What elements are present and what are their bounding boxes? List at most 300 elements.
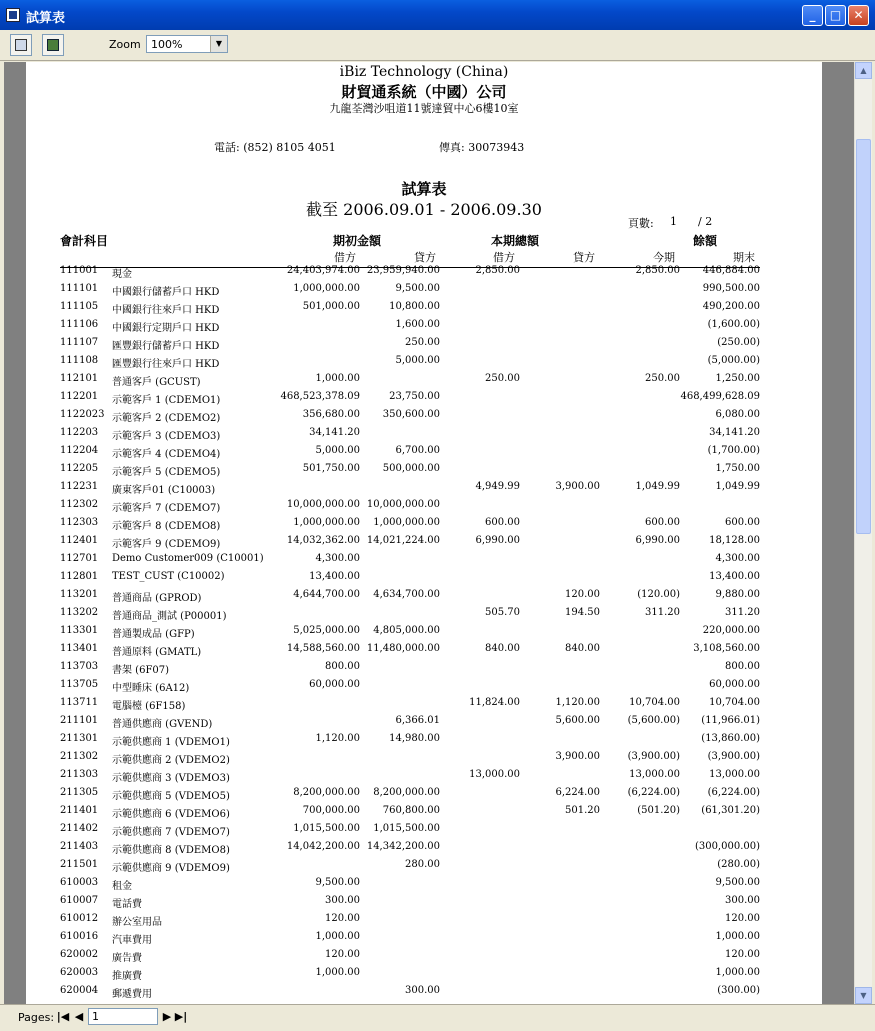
cell-name: 示範供應商 3 (VDEMO3) — [112, 773, 230, 784]
table-row — [26, 283, 822, 301]
cell-od: 700,000.00 — [302, 805, 360, 816]
table-row — [26, 715, 822, 733]
cell-name: 示範客戶 3 (CDEMO3) — [112, 431, 221, 442]
cell-be: (300,000.00) — [694, 841, 760, 852]
table-row — [26, 391, 822, 409]
first-page-button[interactable] — [56, 1009, 70, 1025]
cell-name: 郵遞費用 — [112, 989, 152, 1000]
cell-code: 112401 — [60, 535, 99, 546]
page-number: 1 — [670, 215, 677, 228]
cell-code: 111101 — [60, 283, 99, 294]
title-bar[interactable] — [0, 0, 875, 30]
cell-oc: 500,000.00 — [382, 463, 440, 474]
table-row — [26, 571, 822, 589]
cell-code: 610007 — [60, 895, 99, 906]
cell-name: 示範客戶 1 (CDEMO1) — [112, 395, 221, 406]
cell-code: 620002 — [60, 949, 99, 960]
cell-be: 300.00 — [725, 895, 760, 906]
cell-name: 中國銀行儲蓄戶口 HKD — [112, 287, 220, 298]
cell-be: 10,704.00 — [709, 697, 760, 708]
cell-name: 中型睡床 (6A12) — [112, 683, 190, 694]
header-period: 本期總額 — [491, 234, 540, 248]
table-row — [26, 733, 822, 751]
table-row — [26, 337, 822, 355]
cell-code: 111107 — [60, 337, 99, 348]
cell-oc: 10,000,000.00 — [366, 499, 440, 510]
cell-od: 501,750.00 — [302, 463, 360, 474]
cell-be: 800.00 — [725, 661, 760, 672]
print-icon — [15, 39, 27, 51]
cell-name: 示範客戶 5 (CDEMO5) — [112, 467, 221, 478]
cell-code: 211401 — [60, 805, 99, 816]
cell-oc: 1,600.00 — [395, 319, 440, 330]
table-row — [26, 409, 822, 427]
cell-code: 112303 — [60, 517, 99, 528]
cell-pd: 4,949.99 — [475, 481, 520, 492]
cell-code: 113301 — [60, 625, 99, 636]
cell-code: 211301 — [60, 733, 99, 744]
cell-be: (3,900.00) — [707, 751, 760, 762]
cell-be: 311.20 — [725, 607, 760, 618]
header-account: 會計科目 — [60, 234, 109, 248]
subheader-period-credit: 貸方 — [573, 251, 595, 264]
cell-code: 113711 — [60, 697, 99, 708]
cell-oc: 250.00 — [405, 337, 440, 348]
cell-code: 112201 — [60, 391, 99, 402]
cell-be: 990,500.00 — [702, 283, 760, 294]
cell-name: 示範客戶 7 (CDEMO7) — [112, 503, 221, 514]
cell-be: (5,000.00) — [707, 355, 760, 366]
table-row — [26, 463, 822, 481]
cell-pd: 505.70 — [485, 607, 520, 618]
cell-code: 111106 — [60, 319, 99, 330]
cell-code: 111108 — [60, 355, 99, 366]
table-row — [26, 517, 822, 535]
cell-code: 112101 — [60, 373, 99, 384]
table-row — [26, 661, 822, 679]
cell-name: 普通商品_測試 (P00001) — [112, 611, 227, 622]
cell-od: 5,025,000.00 — [293, 625, 360, 636]
cell-name: 普通製成品 (GFP) — [112, 629, 195, 640]
cell-od: 8,200,000.00 — [293, 787, 360, 798]
table-row — [26, 265, 822, 283]
cell-oc: 23,750.00 — [389, 391, 440, 402]
cell-be: 6,080.00 — [715, 409, 760, 420]
cell-pd: 250.00 — [485, 373, 520, 384]
cell-name: 示範供應商 5 (VDEMO5) — [112, 791, 230, 802]
cell-be: 120.00 — [725, 949, 760, 960]
table-row — [26, 805, 822, 823]
cell-oc: 300.00 — [405, 985, 440, 996]
cell-code: 620004 — [60, 985, 99, 996]
cell-oc: 11,480,000.00 — [366, 643, 440, 654]
table-row — [26, 553, 822, 571]
cell-pd: 13,000.00 — [469, 769, 520, 780]
table-row — [26, 841, 822, 859]
cell-oc: 1,015,500.00 — [373, 823, 440, 834]
cell-code: 112701 — [60, 553, 99, 564]
cell-be: 9,500.00 — [715, 877, 760, 888]
report-title: 試算表 — [401, 180, 447, 198]
cell-name: 示範供應商 1 (VDEMO1) — [112, 737, 230, 748]
cell-be: (250.00) — [717, 337, 760, 348]
table-row — [26, 301, 822, 319]
cell-od: 24,403,974.00 — [286, 265, 360, 276]
subheader-period-debit: 借方 — [493, 251, 515, 264]
cell-name: 示範供應商 7 (VDEMO7) — [112, 827, 230, 838]
table-row — [26, 499, 822, 517]
cell-be: 9,880.00 — [715, 589, 760, 600]
cell-bc: 311.20 — [645, 607, 680, 618]
report-period: 截至 2006.09.01 - 2006.09.30 — [306, 200, 542, 219]
cell-oc: 6,366.01 — [395, 715, 440, 726]
cell-be: 13,000.00 — [709, 769, 760, 780]
cell-bc: 1,049.99 — [635, 481, 680, 492]
cell-be: 468,499,628.09 — [680, 391, 760, 402]
cell-code: 211305 — [60, 787, 99, 798]
cell-be: 120.00 — [725, 913, 760, 924]
cell-pc: 3,900.00 — [555, 481, 600, 492]
cell-be: 446,884.00 — [702, 265, 760, 276]
prev-page-button[interactable] — [72, 1009, 86, 1025]
cell-be: 490,200.00 — [702, 301, 760, 312]
cell-od: 1,015,500.00 — [293, 823, 360, 834]
zoom-value: 100% — [151, 38, 183, 51]
cell-be: 1,250.00 — [715, 373, 760, 384]
cell-name: 普通原料 (GMATL) — [112, 647, 202, 658]
chevron-down-icon[interactable]: ▼ — [210, 36, 227, 52]
cell-be: 34,141.20 — [709, 427, 760, 438]
cell-pd: 840.00 — [485, 643, 520, 654]
cell-code: 113201 — [60, 589, 99, 600]
table-row — [26, 877, 822, 895]
cell-name: 辦公室用品 — [112, 917, 162, 928]
table-row — [26, 913, 822, 931]
cell-be: 1,049.99 — [715, 481, 760, 492]
report-viewport[interactable] — [4, 62, 854, 1004]
next-page-button[interactable] — [160, 1009, 174, 1025]
last-page-icon: ▶| — [174, 1010, 188, 1023]
export-icon — [47, 39, 59, 51]
cell-name: 電話費 — [112, 899, 142, 910]
cell-name: 普通商品 (GPROD) — [112, 593, 202, 604]
cell-be: 4,300.00 — [715, 553, 760, 564]
cell-code: 610012 — [60, 913, 99, 924]
cell-oc: 1,000,000.00 — [373, 517, 440, 528]
table-row — [26, 895, 822, 913]
cell-od: 9,500.00 — [315, 877, 360, 888]
cell-oc: 14,021,224.00 — [366, 535, 440, 546]
window-title: 試算表 — [26, 11, 66, 26]
cell-code: 211403 — [60, 841, 99, 852]
cell-name: TEST_CUST (C10002) — [112, 571, 225, 582]
close-button[interactable] — [848, 5, 869, 26]
table-row — [26, 535, 822, 553]
cell-name: 中國銀行定期戶口 HKD — [112, 323, 220, 334]
cell-name: 匯豐銀行儲蓄戶口 HKD — [112, 341, 220, 352]
cell-oc: 6,700.00 — [395, 445, 440, 456]
header-opening: 期初金額 — [333, 234, 382, 248]
table-row — [26, 427, 822, 445]
cell-be: 600.00 — [725, 517, 760, 528]
cell-code: 211402 — [60, 823, 99, 834]
scroll-up-button[interactable] — [855, 62, 872, 79]
cell-name: 示範客戶 9 (CDEMO9) — [112, 539, 221, 550]
cell-bc: 2,850.00 — [635, 265, 680, 276]
cell-pc: 501.20 — [565, 805, 600, 816]
subheader-balance-current: 今期 — [653, 251, 675, 264]
minimize-button[interactable] — [802, 5, 823, 26]
cell-od: 1,000,000.00 — [293, 517, 360, 528]
company-address: 九龍荃灣沙咀道11號達貿中心6樓10室 — [329, 102, 519, 115]
cell-name: 廣告費 — [112, 953, 142, 964]
cell-od: 34,141.20 — [309, 427, 360, 438]
cell-name: 示範供應商 6 (VDEMO6) — [112, 809, 230, 820]
cell-bc: 6,990.00 — [635, 535, 680, 546]
cell-od: 14,032,362.00 — [286, 535, 360, 546]
cell-be: 18,128.00 — [709, 535, 760, 546]
minimize-icon: _ — [809, 8, 816, 22]
company-fax: 傳真: 30073943 — [439, 141, 525, 154]
cell-be: (300.00) — [717, 985, 760, 996]
company-phone: 電話: (852) 8105 4051 — [214, 141, 336, 154]
cell-name: 普通客戶 (GCUST) — [112, 377, 201, 388]
cell-od: 501,000.00 — [302, 301, 360, 312]
cell-be: (1,600.00) — [707, 319, 760, 330]
cell-be: 60,000.00 — [709, 679, 760, 690]
zoom-select[interactable] — [146, 35, 228, 53]
page-total: / 2 — [698, 215, 713, 228]
cell-od: 1,000.00 — [315, 967, 360, 978]
cell-code: 610016 — [60, 931, 99, 942]
cell-oc: 280.00 — [405, 859, 440, 870]
cell-name: 現金 — [112, 269, 132, 280]
next-page-icon: ▶ — [162, 1010, 172, 1023]
table-row — [26, 355, 822, 373]
prev-page-icon: ◀ — [74, 1010, 84, 1023]
last-page-button[interactable] — [174, 1009, 188, 1025]
cell-name: 示範客戶 8 (CDEMO8) — [112, 521, 221, 532]
company-name-english: iBiz Technology (China) — [339, 64, 509, 80]
cell-pd: 11,824.00 — [469, 697, 520, 708]
cell-be: (13,860.00) — [701, 733, 760, 744]
cell-bc: 250.00 — [645, 373, 680, 384]
cell-be: (61,301.20) — [701, 805, 760, 816]
table-row — [26, 985, 822, 1003]
cell-code: 211501 — [60, 859, 99, 870]
cell-code: 113401 — [60, 643, 99, 654]
cell-be: 220,000.00 — [702, 625, 760, 636]
cell-code: 112205 — [60, 463, 99, 474]
cell-code: 111001 — [60, 265, 99, 276]
cell-od: 468,523,378.09 — [280, 391, 360, 402]
cell-pc: 5,600.00 — [555, 715, 600, 726]
cell-od: 4,300.00 — [315, 553, 360, 564]
company-name-chinese: 財貿通系統（中國）公司 — [341, 83, 507, 101]
cell-bc: (6,224.00) — [627, 787, 680, 798]
cell-oc: 4,634,700.00 — [373, 589, 440, 600]
cell-bc: (5,600.00) — [627, 715, 680, 726]
cell-od: 120.00 — [325, 949, 360, 960]
cell-oc: 10,800.00 — [389, 301, 440, 312]
cell-code: 1122023 — [60, 409, 105, 420]
cell-od: 1,000.00 — [315, 931, 360, 942]
subheader-balance-end: 期末 — [733, 251, 755, 264]
maximize-button[interactable] — [825, 5, 846, 26]
cell-pc: 1,120.00 — [555, 697, 600, 708]
cell-oc: 14,342,200.00 — [366, 841, 440, 852]
cell-od: 800.00 — [325, 661, 360, 672]
cell-be: 1,000.00 — [715, 931, 760, 942]
table-row — [26, 949, 822, 967]
cell-code: 610003 — [60, 877, 99, 888]
cell-name: 示範供應商 8 (VDEMO8) — [112, 845, 230, 856]
table-row — [26, 679, 822, 697]
cell-pc: 3,900.00 — [555, 751, 600, 762]
scroll-thumb[interactable] — [856, 139, 871, 534]
page-label: 頁數: — [628, 217, 654, 230]
cell-be: (1,700.00) — [707, 445, 760, 456]
table-row — [26, 769, 822, 787]
vertical-scrollbar[interactable] — [854, 62, 872, 1004]
cell-name: 示範客戶 2 (CDEMO2) — [112, 413, 221, 424]
cell-oc: 8,200,000.00 — [373, 787, 440, 798]
cell-name: 廣東客戶01 (C10003) — [112, 485, 216, 496]
cell-code: 111105 — [60, 301, 99, 312]
cell-name: 汽車費用 — [112, 935, 152, 946]
subheader-open-credit: 貸方 — [414, 251, 436, 264]
cell-od: 356,680.00 — [302, 409, 360, 420]
table-row — [26, 481, 822, 499]
table-row — [26, 751, 822, 769]
pages-label: Pages: — [18, 1011, 55, 1024]
cell-oc: 760,800.00 — [382, 805, 440, 816]
cell-oc: 350,600.00 — [382, 409, 440, 420]
cell-name: 租金 — [112, 881, 132, 892]
table-row — [26, 787, 822, 805]
cell-bc: (120.00) — [637, 589, 680, 600]
cell-od: 1,000.00 — [315, 373, 360, 384]
cell-od: 1,120.00 — [315, 733, 360, 744]
cell-od: 1,000,000.00 — [293, 283, 360, 294]
cell-oc: 14,980.00 — [389, 733, 440, 744]
table-row — [26, 823, 822, 841]
cell-code: 211302 — [60, 751, 99, 762]
page-input[interactable] — [88, 1008, 158, 1025]
page-input-value: 1 — [92, 1010, 99, 1023]
cell-od: 13,400.00 — [309, 571, 360, 582]
cell-od: 120.00 — [325, 913, 360, 924]
cell-name: 匯豐銀行往來戶口 HKD — [112, 359, 220, 370]
cell-od: 300.00 — [325, 895, 360, 906]
cell-name: Demo Customer009 (C10001) — [112, 553, 264, 564]
table-row — [26, 625, 822, 643]
cell-be: 1,000.00 — [715, 967, 760, 978]
cell-pd: 2,850.00 — [475, 265, 520, 276]
close-icon: ✕ — [853, 8, 864, 22]
cell-code: 112204 — [60, 445, 99, 456]
cell-pc: 194.50 — [565, 607, 600, 618]
cell-code: 211303 — [60, 769, 99, 780]
table-row — [26, 319, 822, 337]
pager-bar — [0, 1004, 875, 1031]
table-row — [26, 859, 822, 877]
table-row — [26, 643, 822, 661]
chevron-up-icon: ▲ — [860, 66, 867, 75]
table-row — [26, 445, 822, 463]
cell-pd: 600.00 — [485, 517, 520, 528]
chevron-down-icon: ▼ — [860, 991, 867, 1000]
app-icon[interactable] — [6, 8, 20, 22]
cell-pc: 120.00 — [565, 589, 600, 600]
cell-be: (11,966.01) — [701, 715, 760, 726]
cell-be: 3,108,560.00 — [693, 643, 760, 654]
cell-pc: 840.00 — [565, 643, 600, 654]
cell-code: 113202 — [60, 607, 99, 618]
zoom-label: Zoom — [109, 38, 141, 51]
cell-name: 普通供應商 (GVEND) — [112, 719, 213, 730]
first-page-icon: |◀ — [56, 1010, 70, 1023]
report-page — [26, 62, 822, 1004]
cell-code: 112801 — [60, 571, 99, 582]
export-button[interactable] — [42, 34, 64, 56]
cell-bc: 10,704.00 — [629, 697, 680, 708]
cell-bc: 600.00 — [645, 517, 680, 528]
cell-name: 中國銀行往來戶口 HKD — [112, 305, 220, 316]
cell-code: 211101 — [60, 715, 99, 726]
cell-od: 4,644,700.00 — [293, 589, 360, 600]
table-row — [26, 373, 822, 391]
cell-bc: (501.20) — [637, 805, 680, 816]
cell-be: 1,750.00 — [715, 463, 760, 474]
cell-be: (280.00) — [717, 859, 760, 870]
cell-name: 推廣費 — [112, 971, 142, 982]
cell-oc: 9,500.00 — [395, 283, 440, 294]
cell-name: 示範供應商 9 (VDEMO9) — [112, 863, 230, 874]
table-row — [26, 931, 822, 949]
table-row — [26, 697, 822, 715]
cell-oc: 23,959,940.00 — [366, 265, 440, 276]
scroll-down-button[interactable] — [855, 987, 872, 1004]
cell-bc: 13,000.00 — [629, 769, 680, 780]
header-balance: 餘額 — [693, 234, 718, 248]
cell-name: 示範客戶 4 (CDEMO4) — [112, 449, 221, 460]
cell-code: 112302 — [60, 499, 99, 510]
cell-bc: (3,900.00) — [627, 751, 680, 762]
cell-code: 113705 — [60, 679, 99, 690]
cell-be: 13,400.00 — [709, 571, 760, 582]
cell-od: 14,588,560.00 — [286, 643, 360, 654]
cell-code: 620003 — [60, 967, 99, 978]
cell-code: 112203 — [60, 427, 99, 438]
cell-od: 5,000.00 — [315, 445, 360, 456]
table-row — [26, 967, 822, 985]
cell-pc: 6,224.00 — [555, 787, 600, 798]
cell-od: 10,000,000.00 — [286, 499, 360, 510]
cell-be: (6,224.00) — [707, 787, 760, 798]
maximize-icon: □ — [829, 8, 842, 22]
print-button[interactable] — [10, 34, 32, 56]
cell-od: 14,042,200.00 — [286, 841, 360, 852]
cell-pd: 6,990.00 — [475, 535, 520, 546]
cell-code: 113703 — [60, 661, 99, 672]
cell-name: 書架 (6F07) — [112, 665, 170, 676]
cell-od: 60,000.00 — [309, 679, 360, 690]
cell-name: 示範供應商 2 (VDEMO2) — [112, 755, 230, 766]
cell-code: 112231 — [60, 481, 99, 492]
cell-oc: 4,805,000.00 — [373, 625, 440, 636]
subheader-open-debit: 借方 — [334, 251, 356, 264]
